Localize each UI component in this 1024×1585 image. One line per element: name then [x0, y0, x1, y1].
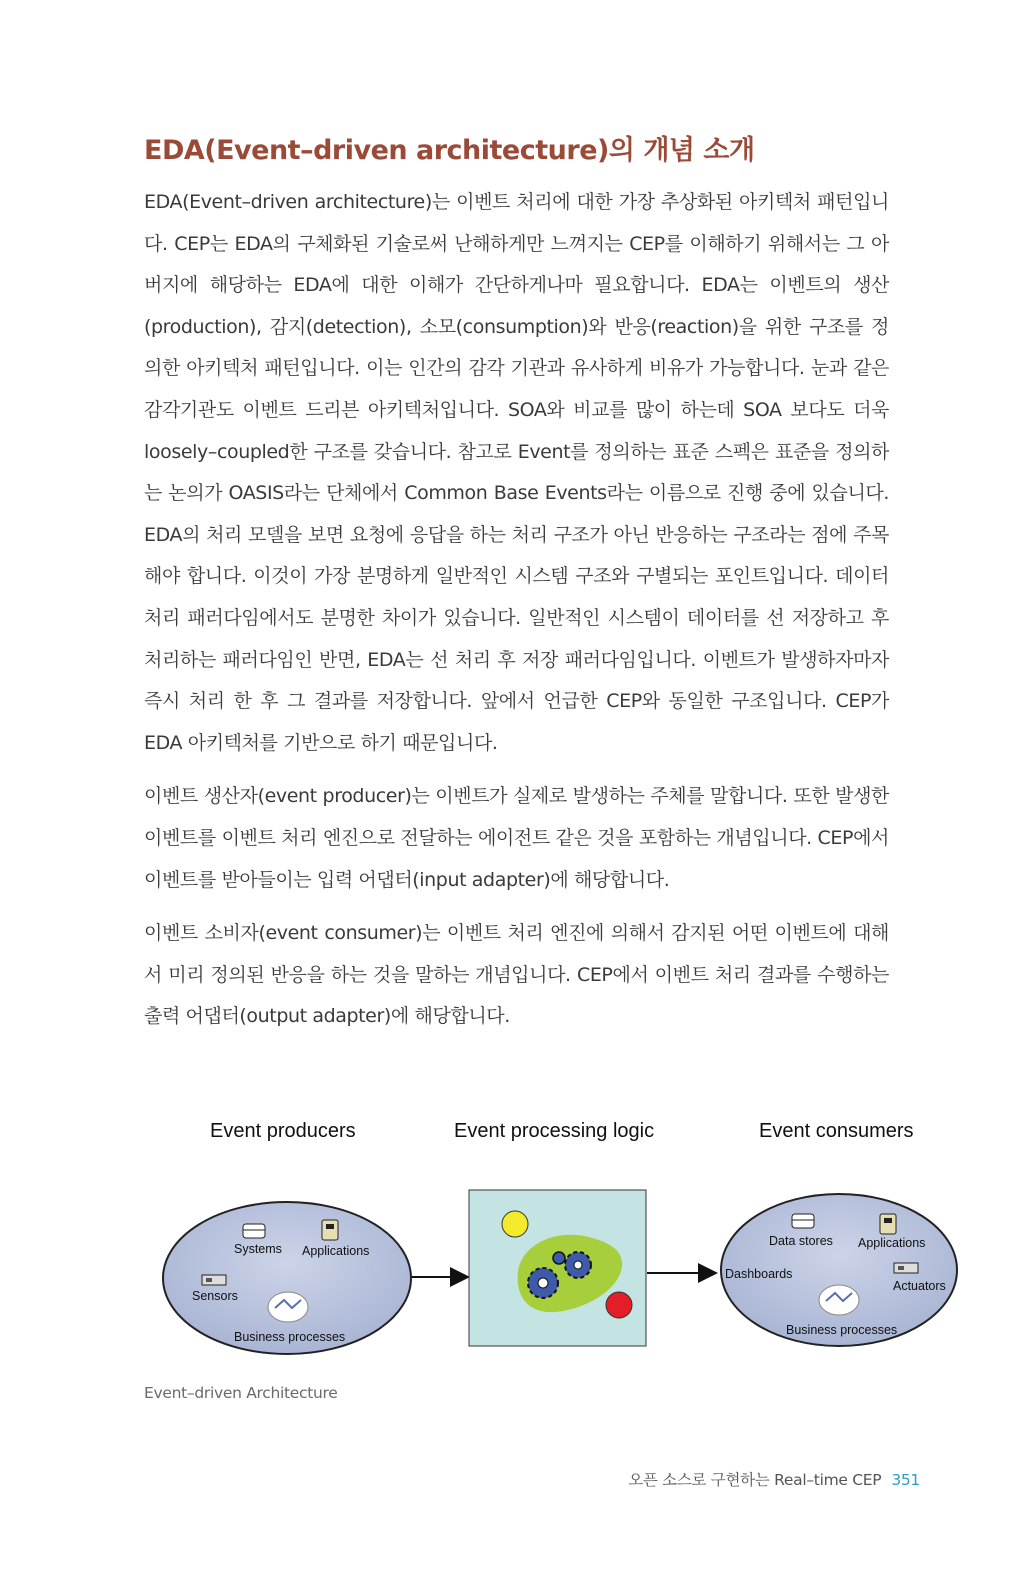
consumer-business-processes-icon [819, 1285, 859, 1315]
logic-title: Event processing logic [454, 1120, 655, 1142]
applications-icon [322, 1220, 338, 1240]
paragraph-eda-intro: EDA(Event–driven architecture)는 이벤트 처리에 대한 가장 추상화된 아키텍처 패턴입니다. CEP는 EDA의 구체화된 기술로써 난해하게만 느껴지는 CEP를 이해하기 위해서는 그 아버지에 해당하는 EDA에 대한 이해가 간단하게나마 필요합니다. EDA는 이벤트의 생산(production), 감지(detection), 소모(consumption)와 반응(reaction)을 위한 구조를 정의한 아키텍처 패턴입니다. 이는 인간의 감각 기관과 유사하게 비유가 가능합니다. 눈과 같은 감각기관도 이벤트 드리븐 아키텍처입니다. SOA와 비교를 많이 하는데 SOA 보다도 더욱 loosely–coupled한 구조를 갖습니다. 참고로 Event를 정의하는 표준 스펙은 표준을 정의하는 논의가 OASIS라는 단체에서 Common Base Events라는 이름으로 진행 중에 있습니다. EDA의 처리 모델을 보면 요청에 응답을 하는 처리 구조가 아닌 반응하는 구조라는 점에 주목해야 합니다. 이것이 가장 분명하게 일반적인 시스템 구조와 구별되는 포인트입니다. 데이터 처리 패러다임에서도 분명한 차이가 있습니다. 일반적인 시스템이 데이터를 선 저장하고 후 처리하는 패러다임인 반면, EDA는 선 처리 후 저장 패러다임입니다. 이벤트가 발생하자마자 즉시 처리 한 후 그 결과를 저장합니다. 앞에서 언급한 CEP와 동일한 구조입니다. CEP가 EDA 아키텍처를 기반으로 하기 때문입니다. [144, 191, 889, 754]
book-title: 오픈 소스로 구현하는 Real–time CEP [628, 1471, 882, 1489]
data-stores-icon [792, 1214, 814, 1228]
business-processes-icon [268, 1292, 308, 1322]
body-text [144, 182, 889, 1050]
label-data-stores: Data stores [769, 1234, 833, 1248]
paragraph-event-producer: 이벤트 생산자(event producer)는 이벤트가 실제로 발생하는 주체를 말합니다. 또한 발생한 이벤트를 이벤트 처리 엔진으로 전달하는 에이전트 같은 것을 포함하는 개념입니다. CEP에서 이벤트를 받아들이는 입력 어댑터(input adapter)에 해당합니다. [144, 785, 889, 891]
yellow-event-circle [502, 1211, 528, 1237]
label-consumer-business-processes: Business processes [786, 1323, 898, 1337]
page-number: 351 [891, 1471, 920, 1489]
section-title: EDA(Event–driven architecture)의 개념 소개 [144, 135, 755, 166]
eda-diagram [150, 1110, 970, 1370]
actuators-icon [894, 1263, 918, 1273]
sensors-icon [202, 1275, 226, 1285]
producers-title: Event producers [210, 1120, 356, 1142]
systems-icon [243, 1224, 265, 1238]
label-consumer-applications: Applications [858, 1236, 926, 1250]
page-footer [628, 1468, 920, 1490]
label-dashboards: Dashboards [725, 1267, 793, 1281]
paragraph-event-consumer: 이벤트 소비자(event consumer)는 이벤트 처리 엔진에 의해서 감지된 어떤 이벤트에 대해서 미리 정의된 반응을 하는 것을 말하는 개념입니다. CEP에서 이벤트 처리 결과를 수행하는 출력 어댑터(output adapter)에 해당합니다. [144, 922, 889, 1028]
consumer-applications-icon [880, 1214, 896, 1234]
label-business-processes: Business processes [234, 1330, 346, 1344]
label-sensors: Sensors [192, 1289, 238, 1303]
label-systems: Systems [234, 1242, 282, 1256]
figure-caption: Event–driven Architecture [144, 1384, 338, 1402]
label-applications: Applications [302, 1244, 370, 1258]
label-actuators: Actuators [893, 1279, 946, 1293]
consumers-title: Event consumers [759, 1120, 914, 1142]
red-event-circle [606, 1292, 632, 1318]
